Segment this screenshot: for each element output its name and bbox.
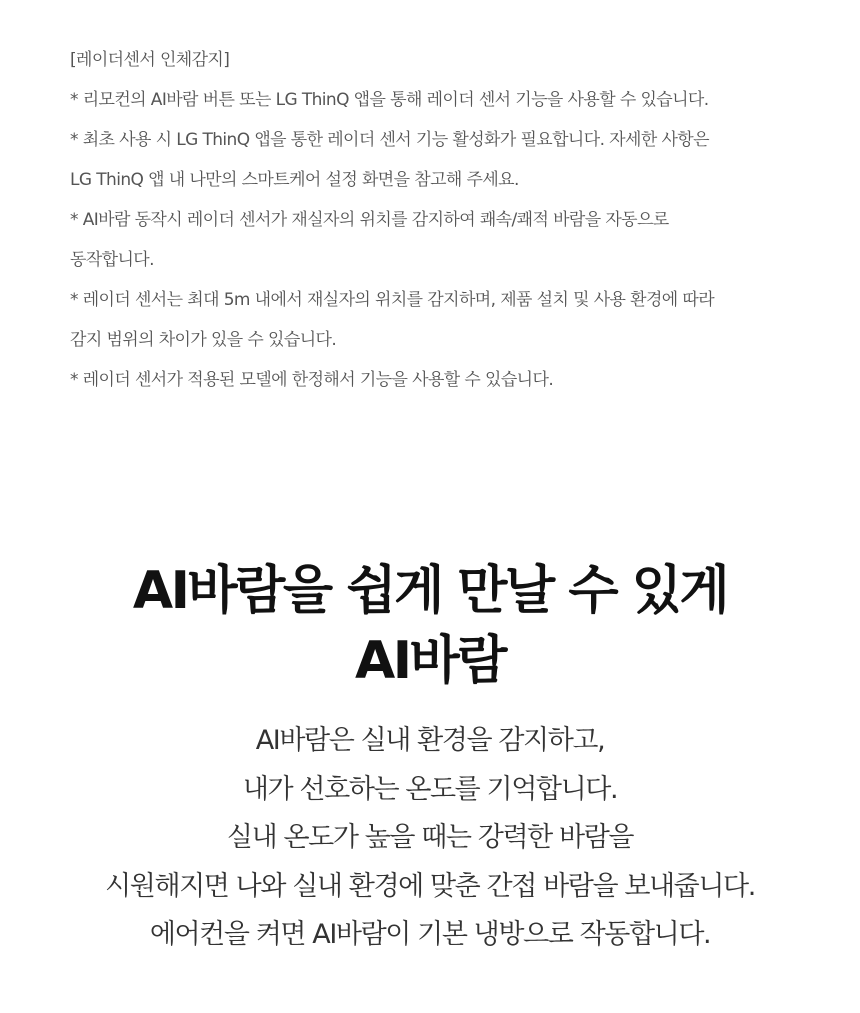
note-item xyxy=(70,120,790,200)
notes-heading: [레이더센서 인체감지] xyxy=(70,50,230,70)
headline-line: AI바람 xyxy=(354,631,506,691)
description-line: 시원해지면 나와 실내 환경에 맞춘 간접 바람을 보내줍니다. xyxy=(105,870,755,902)
feature-headline xyxy=(0,556,860,696)
feature-description xyxy=(0,717,860,960)
note-line: * 리모컨의 AI바람 버튼 또는 LG ThinQ 앱을 통해 레이더 센서 기능을 사용할 수 있습니다. xyxy=(70,90,709,110)
headline-line: AI바람을 쉽게 만날 수 있게 xyxy=(132,561,728,621)
note-line: * AI바람 동작시 레이더 센서가 재실자의 위치를 감지하여 쾌속/쾌적 바람을 자동으로 xyxy=(70,210,669,230)
description-line: 내가 선호하는 온도를 기억합니다. xyxy=(242,773,618,805)
note-item xyxy=(70,280,790,360)
note-item xyxy=(70,200,790,280)
note-line: * 최초 사용 시 LG ThinQ 앱을 통한 레이더 센서 기능 활성화가 필요합니다. 자세한 사항은 xyxy=(70,130,709,150)
description-line: AI바람은 실내 환경을 감지하고, xyxy=(255,725,605,756)
note-line: * 레이더 센서가 적용된 모델에 한정해서 기능을 사용할 수 있습니다. xyxy=(70,370,554,390)
radar-sensor-notes xyxy=(70,40,790,400)
note-line: 동작합니다. xyxy=(70,250,154,270)
note-item xyxy=(70,80,790,120)
note-line: 감지 범위의 차이가 있을 수 있습니다. xyxy=(70,330,337,350)
note-item xyxy=(70,360,790,400)
note-line: * 레이더 센서는 최대 5m 내에서 재실자의 위치를 감지하며, 제품 설치 및 사용 환경에 따라 xyxy=(70,290,715,310)
note-line: LG ThinQ 앱 내 나만의 스마트케어 설정 화면을 참고해 주세요. xyxy=(70,170,519,190)
description-line: 실내 온도가 높을 때는 강력한 바람을 xyxy=(226,822,634,853)
description-line: 에어컨을 켜면 AI바람이 기본 냉방으로 작동합니다. xyxy=(149,919,711,950)
